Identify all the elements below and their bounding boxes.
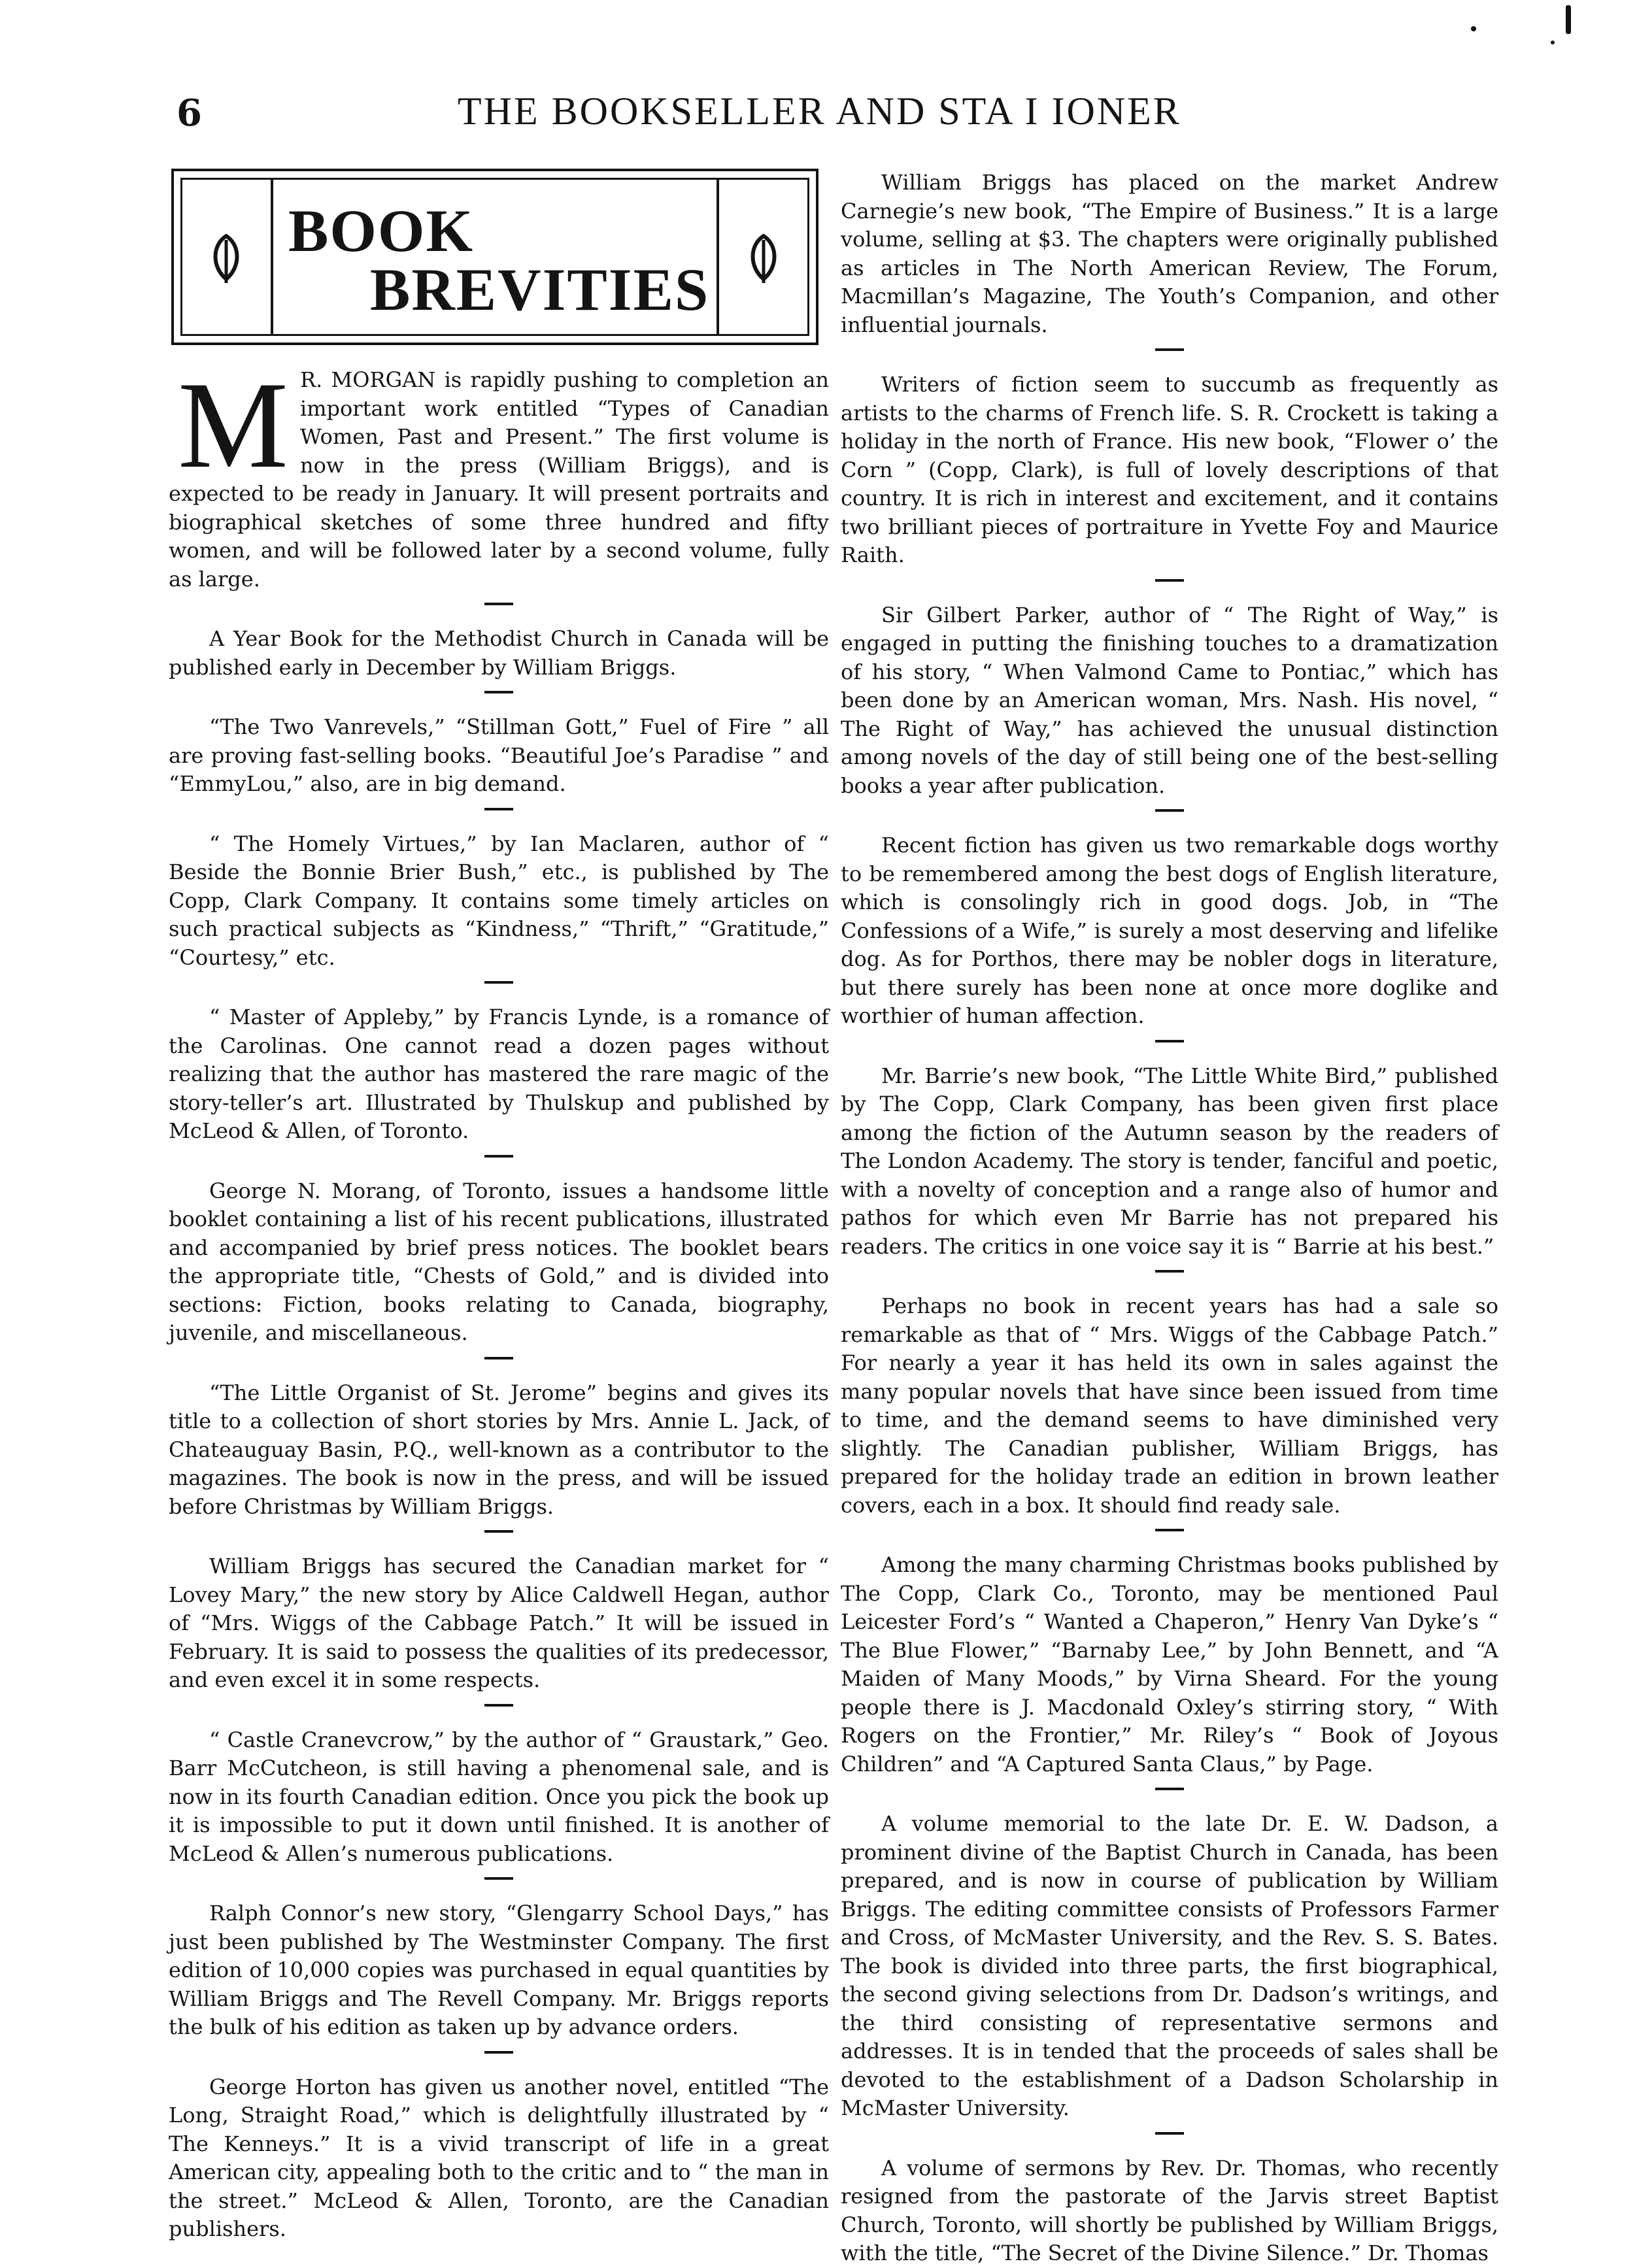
leaf-ornament-icon: [207, 233, 246, 286]
separator: [484, 603, 513, 605]
running-head: THE BOOKSELLER AND STA I IONER: [458, 90, 1181, 133]
article-paragraph: Ralph Connor’s new story, “Glengarry School Days,” has just been published by The Westminster Company. The first edition of 10,000 copies was purchased in equal quantities by William Briggs and The Revell Company. Mr. Briggs reports the bulk of his edition as taken up by advance orders.: [169, 1901, 829, 2039]
separator: [484, 1155, 513, 1158]
article-paragraph: Writers of fiction seem to succumb as frequently as artists to the charms of French life. S. R. Crockett is taking a holiday in the north of France. His new book, “Flower o’ the Corn ” (Copp, Clark), is full of lovely descriptions of that country. It is rich in interest and excitement, and it contains two brilliant pieces of portraiture in Yvette Foy and Maurice Raith.: [841, 372, 1498, 567]
separator: [1155, 2132, 1184, 2135]
article-paragraph: Among the many charming Christmas books published by The Copp, Clark Co., Toronto, may be mentioned Paul Leicester Ford’s “ Wanted a Chaperon,” Henry Van Dyke’s “ The Blue Flower,” “Barnaby Lee,” by John Bennett, and “A Maiden of Many Moods,” by Virna Sheard. For the young people there is J. Macdonald Oxley’s stirring story, “ With Rogers on the Frontier,” Mr. Riley’s “ Book of Joyous Children” and “A Captured Santa Claus,” by Page.: [841, 1552, 1498, 1776]
article-paragraph: “The Little Organist of St. Jerome” begins and gives its title to a collection of short stories by Mrs. Annie L. Jack, of Chateauguay Basin, P.Q., well-known as a contributor to the magazines. The book is now in the press, and will be issued before Christmas by William Briggs.: [169, 1380, 829, 1519]
print-speck: [1566, 5, 1571, 34]
article-paragraph: “The Two Vanrevels,” “Stillman Gott,” Fuel of Fire ” all are proving fast-selling books. “Beautiful Joe’s Paradise ” and “EmmyLou,” also, are in big demand.: [169, 714, 829, 796]
separator: [1155, 1529, 1184, 1531]
leaf-ornament-icon: [744, 233, 783, 286]
print-speck: [1471, 26, 1476, 31]
article-paragraph: “ Castle Cranevcrow,” by the author of “ Graustark,” Geo. Barr McCutcheon, is still having a phenomenal sale, and is now in its fourth Canadian edition. Once you pick the book up it is impossible to put it down until finished. It is another of McLeod & Allen’s numerous publications.: [169, 1727, 829, 1866]
article-paragraph: George N. Morang, of Toronto, issues a handsome little booklet containing a list of his recent publications, illustrated and accompanied by brief press notices. The booklet bears the appropriate title, “Chests of Gold,” and is divided into sections: Fiction, books relating to Canada, biography, juvenile, and miscellaneous.: [169, 1178, 829, 1345]
article-paragraph: Recent fiction has given us two remarkable dogs worthy to be remembered among the best dogs of English literature, which is consolingly rich in good dogs. Job, in “The Confessions of a Wife,” is surely a most deserving and lifelike dog. As for Porthos, there may be nobler dogs in literature, but there surely has been none at once more doglike and worthier of human affection.: [841, 833, 1498, 1028]
separator: [1155, 579, 1184, 582]
left-column: [169, 357, 829, 2244]
article-paragraph: A Year Book for the Methodist Church in Canada will be published early in December by William Briggs.: [169, 626, 829, 680]
article-paragraph: A volume memorial to the late Dr. E. W. Dadson, a prominent divine of the Baptist Church in Canada, has been prepared, and is now in course of publication by William Briggs. The editing committee consists of Professors Farmer and Cross, of McMaster University, and the Rev. S. S. Bates. The book is divided into three parts, the first biographical, the second giving selections from Dr. Dadson’s writings, and the third consisting of representative sermons and addresses. It is in tended that the proceeds of sales shall be devoted to the establishment of a Dadson Scholarship in McMaster University.: [841, 1811, 1498, 2120]
separator: [484, 1704, 513, 1707]
separator: [1155, 1040, 1184, 1042]
article-paragraph: “ The Homely Virtues,” by Ian Maclaren, author of “ Beside the Bonnie Brier Bush,” etc., is published by The Copp, Clark Company. It contains some timely articles on such practical subjects as “Kindness,” “Thrift,” “Gratitude,” “Courtesy,” etc.: [169, 831, 829, 970]
separator: [1155, 1270, 1184, 1273]
article-paragraph: Sir Gilbert Parker, author of “ The Right of Way,” is engaged in putting the finishing touches to a dramatization of his story, “ When Valmond Came to Pontiac,” which has been done by an American woman, Mrs. Nash. His novel, “ The Right of Way,” has achieved the unusual distinction among novels of the day of still being one of the best-selling books a year after publication.: [841, 602, 1498, 798]
separator: [484, 1530, 513, 1533]
opening-paragraph: [169, 357, 829, 593]
article-paragraph: Mr. Barrie’s new book, “The Little White Bird,” published by The Copp, Clark Company, has been given first place among the fiction of the Autumn season by the readers of The London Academy. The story is tender, fanciful and poetic, with a novelty of conception and a range also of humor and pathos for which even Mr Barrie has not prepared his readers. The critics in one voice say it is “ Barrie at his best.”: [841, 1063, 1498, 1259]
separator: [484, 808, 513, 810]
separator: [484, 2051, 513, 2054]
section-title-box: [171, 169, 818, 345]
article-paragraph: George Horton has given us another novel, entitled “The Long, Straight Road,” which is delightfully illustrated by “ The Kenneys.” It is a vivid transcript of life in a great American city, appealing both to the critic and to “ the man in the street.” McLeod & Allen, Toronto, are the Canadian publishers.: [169, 2074, 829, 2241]
article-paragraph: “ Master of Appleby,” by Francis Lynde, is a romance of the Carolinas. One cannot read a dozen pages without realizing that the author has mastered the rare magic of the story-teller’s art. Illustrated by Thulskup and published by McLeod & Allen, of Toronto.: [169, 1005, 829, 1143]
separator: [484, 1877, 513, 1880]
separator: [484, 1357, 513, 1359]
separator: [1155, 1788, 1184, 1790]
title-line-2: BREVITIES: [370, 256, 710, 323]
print-speck: [1551, 41, 1555, 44]
article-paragraph: Perhaps no book in recent years has had a sale so remarkable as that of “ Mrs. Wiggs of the Cabbage Patch.” For nearly a year it has held its own in sales against the many popular novels that have since been issued from time to time, and the demand seems to have diminished very slightly. The Canadian publisher, William Briggs, has prepared for the holiday trade an edition in brown leather covers, each in a box. It should find ready sale.: [841, 1293, 1498, 1518]
separator: [1155, 809, 1184, 812]
opening-paragraph-text: R. MORGAN is rapidly pushing to completion an important work entitled “Types of Canadian Women, Past and Present.” The first volume is now in the press (William Briggs), and is expected to be ready in January. It will present portraits and biographical sketches of some three hundred and fifty women, and will be followed later by a second volume, fully as large.: [169, 367, 829, 592]
separator: [484, 691, 513, 693]
right-column: [841, 169, 1498, 2268]
article-paragraph: William Briggs has placed on the market Andrew Carnegie’s new book, “The Empire of Business.” It is a large volume, selling at $3. The chapters were originally published as articles in The North American Review, The Forum, Macmillan’s Magazine, The Youth’s Companion, and other influential journals.: [841, 170, 1498, 337]
page-number: 6: [177, 92, 202, 135]
separator: [1155, 348, 1184, 351]
article-paragraph: A volume of sermons by Rev. Dr. Thomas, who recently resigned from the pastorate of the Jarvis street Baptist Church, Toronto, will shortly be published by William Briggs, with the title, “The Secret of the Divine Silence.” Dr. Thomas: [841, 2155, 1498, 2265]
drop-cap: M: [178, 357, 288, 494]
separator: [484, 981, 513, 984]
title-line-1: BOOK: [288, 197, 475, 264]
article-paragraph: William Briggs has secured the Canadian market for “ Lovey Mary,” the new story by Alice Caldwell Hegan, author of “Mrs. Wiggs of the Cabbage Patch.” It will be issued in February. It is said to possess the qualities of its predecessor, and even excel it in some respects.: [169, 1554, 829, 1692]
